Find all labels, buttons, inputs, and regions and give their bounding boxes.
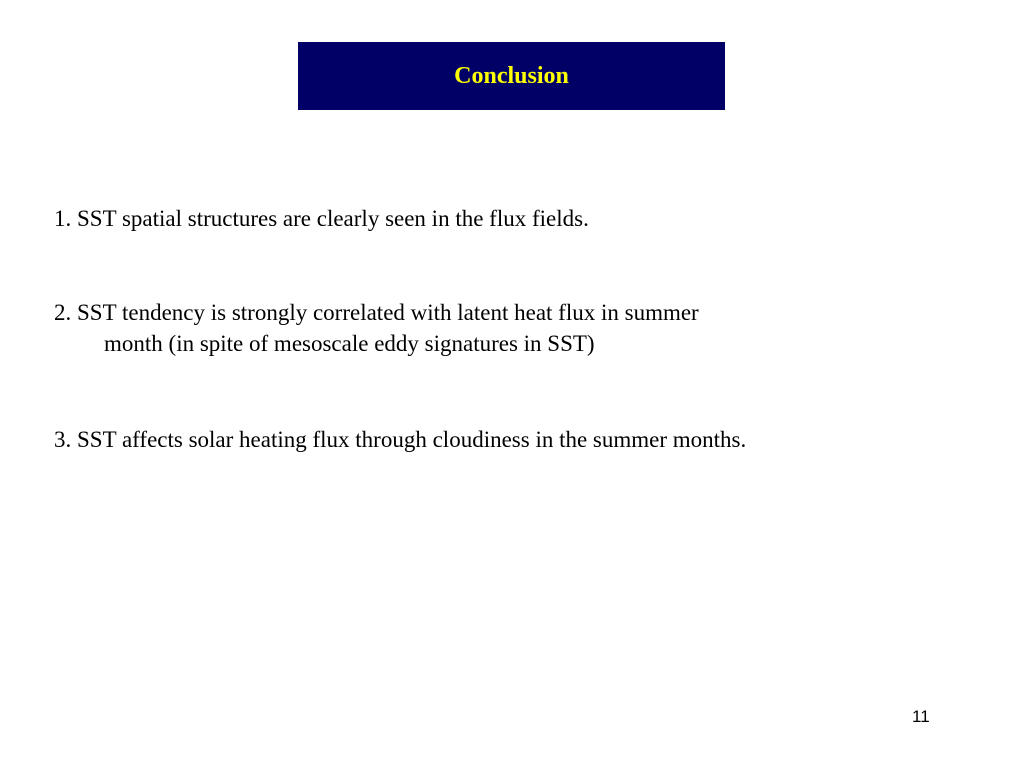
conclusion-point-3-text: 3. SST affects solar heating flux through cloudiness in the summer months.: [54, 427, 747, 452]
conclusion-point-2-line-2: month (in spite of mesoscale eddy signatures in SST): [104, 331, 595, 356]
conclusion-point-1: [54, 203, 954, 234]
conclusion-point-2: [54, 297, 954, 359]
page-number: 11: [912, 707, 930, 726]
slide-title: Conclusion: [454, 63, 569, 89]
title-banner: [298, 42, 725, 110]
conclusion-point-2-line-1: 2. SST tendency is strongly correlated with latent heat flux in summer: [54, 300, 699, 325]
conclusion-point-1-text: 1. SST spatial structures are clearly seen in the flux fields.: [54, 206, 589, 231]
conclusion-point-3: [54, 424, 954, 455]
